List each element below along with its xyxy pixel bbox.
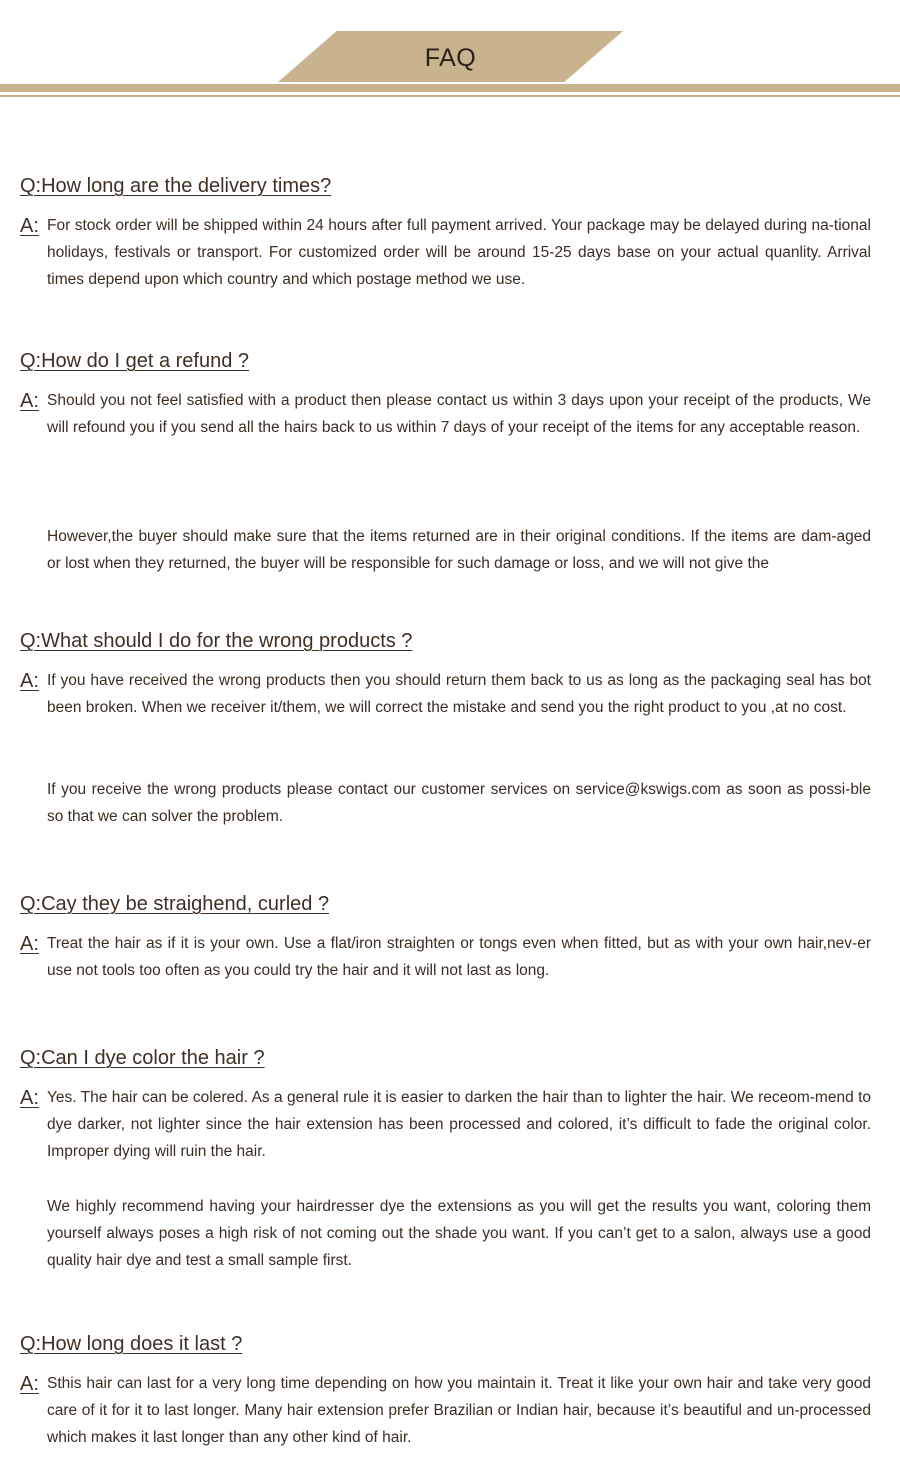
- answer-label: A:: [20, 670, 39, 692]
- header-band: [0, 84, 900, 92]
- answer-paragraph: Should you not feel satisfied with a product then please contact us within 3 days upon your receipt of the products, We will refound you if you send all the hairs back to us within 7 days of your receipt of the items for any acceptable reason.: [47, 392, 871, 436]
- answer-label: A:: [20, 1087, 39, 1109]
- question-text: Q:How long does it last ?: [20, 1333, 243, 1355]
- question-text: Q:How do I get a refund ?: [20, 350, 250, 372]
- answer-paragraph: If you have received the wrong products then you should return them back to us as long as the packaging seal has bot been broken. When we receiver it/them, we will correct the mistake and send you the right product to you ,at no cost.: [47, 672, 871, 716]
- answer-paragraph: Sthis hair can last for a very long time depending on how you maintain it. Treat it like your own hair and take very good care of it for it to last longer. Many hair extension prefer Brazilian or Indian hair, because it’s beautiful and un-processed which makes it last longer than any other kind of hair.: [47, 1375, 871, 1446]
- answer-paragraph: If you receive the wrong products please contact our customer services on service@kswigs.com as soon as possi-ble so that we can solver the problem.: [47, 781, 871, 825]
- question-text: Q:How long are the delivery times?: [20, 175, 332, 197]
- answer-paragraph: However,the buyer should make sure that the items returned are in their original conditions. If the items are dam-aged or lost when they returned, the buyer will be responsible for such damage or loss, and we will not give the: [47, 528, 871, 572]
- answer-label: A:: [20, 1373, 39, 1395]
- answer-paragraph: For stock order will be shipped within 24 hours after full payment arrived. Your package may be delayed during na-tional holidays, festivals or transport. For customized order will be around 15-25 days base on your actual quanlity. Arrival times depend upon which country and which postage method we use.: [47, 217, 871, 288]
- faq-header: [0, 0, 900, 110]
- answer-paragraph: We highly recommend having your hairdresser dye the extensions as you will get the results you want, coloring them yourself always poses a high risk of not coming out the shade you want. If you can’t get to a salon, always use a good quality hair dye and test a small sample first.: [47, 1198, 871, 1269]
- answer-paragraph: Treat the hair as if it is your own. Use a flat/iron straighten or tongs even when fitted, but as with your own hair,nev-er use not tools too often as you could try the hair and it will not last as long.: [47, 935, 871, 979]
- question-text: Q:Cay they be straighend, curled ?: [20, 893, 330, 915]
- question-text: Q:What should I do for the wrong products ?: [20, 630, 413, 652]
- answer-paragraph: Yes. The hair can be colered. As a general rule it is easier to darken the hair than to lighter the hair. We receom-mend to dye darker, not lighter since the hair extension has been processed and colored, it’s difficult to fade the original color. Improper dying will ruin the hair.: [47, 1089, 871, 1160]
- header-rule: [0, 95, 900, 97]
- question-text: Q:Can I dye color the hair ?: [20, 1047, 265, 1069]
- answer-label: A:: [20, 390, 39, 412]
- answer-label: A:: [20, 933, 39, 955]
- page-title: FAQ: [424, 44, 477, 72]
- answer-label: A:: [20, 215, 39, 237]
